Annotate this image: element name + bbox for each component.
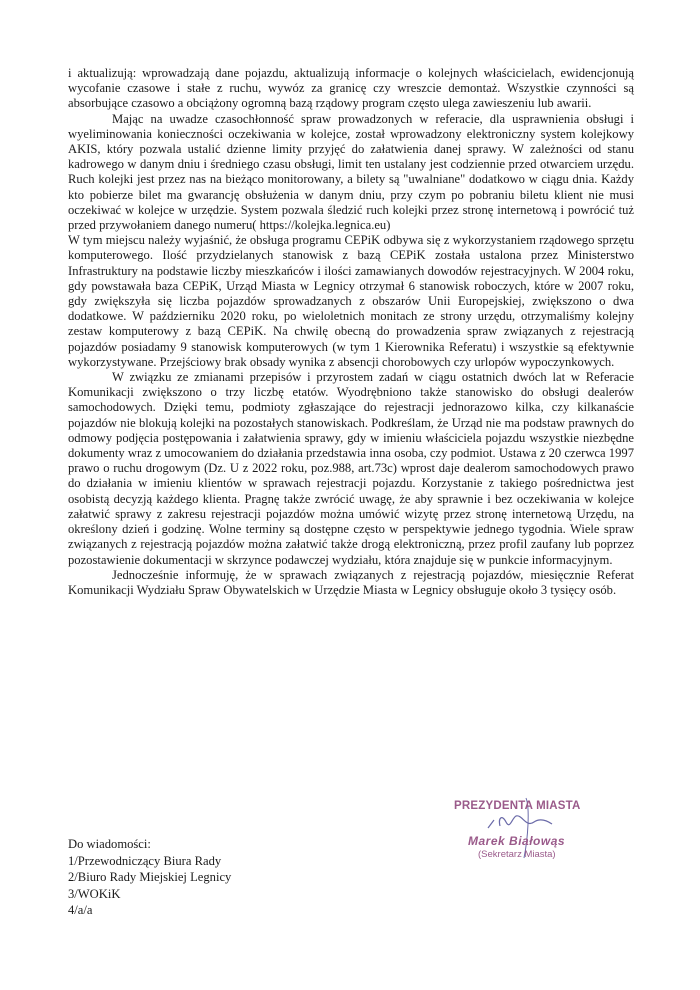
distribution-recipient: 1/Przewodniczący Biura Rady: [68, 853, 222, 868]
distribution-list: [68, 836, 231, 919]
paragraph-continuation: i aktualizują: wprowadzają dane pojazdu, aktualizują informacje o kolejnych właścicielach, ewidencjonują wycofanie czasowe i stałe z ruchu, wywóz za granicę czy wreszcie demontaż. Wszystkie czynności są absorbujące czasowo a obciążony ogromną bazą rządowy program często ulega zawieszeniu lub awarii.: [68, 66, 634, 111]
signature-title: PREZYDENTA MIASTA: [454, 800, 581, 812]
paragraph-staffing: W związku ze zmianami przepisów i przyrostem zadań w ciągu ostatnich dwóch lat w Referacie Komunikacji zwiększono o trzy liczbę etatów. Wyodrębniono także stanowisko do obsługi dealerów samochodowych. Dzięki temu, podmioty zgłaszające do rejestracji jednorazowo kilka, czy kilkanaście pojazdów nie blokują kolejki na pozostałych stanowiskach. Podkreślam, że Urząd nie ma podstaw prawnych do odmowy podjęcia postępowania i załatwienia sprawy, gdy w imieniu właściciela pojazdu wszystkie niezbędne dokumenty wraz z umocowaniem do działania przedstawia inna osoba, czy podmiot. Ustawa z 20 czerwca 1997 prawo o ruchu drogowym (Dz. U z 2022 roku, poz.988, art.73c) wprost daje dealerom samochodowych prawo do działania w imieniu klientów w sprawach rejestracji pojazdu. Korzystanie z takiego pośrednictwa jest osobistą decyzją każdego klienta. Pragnę także zwrócić uwagę, że aby sprawnie i bez oczekiwania w kolejce załatwić sprawy z zakresu rejestracji pojazdów można umówić wizytę przez stronę internetową Urzędu, na określony dzień i godzinę. Wolne terminy są dostępne często w perspektywie jednego tygodnia. Wiele spraw związanych z rejestracją pojazdów można załatwić także drogą elektroniczną, przez profil zaufany lub poprzez pozostawienie dokumentacji w skrzynce podawczej wydziału, która znajduje się w punkcie informacyjnym.: [68, 370, 634, 567]
signature-name: Marek Białowąs: [468, 834, 566, 848]
distribution-recipient: 3/WOKiK: [68, 886, 121, 901]
paragraph-queue-system: Mając na uwadze czasochłonność spraw prowadzonych w referacie, dla usprawnienia obsługi i wyeliminowania konieczności oczekiwania w kolejce, został wprowadzony elektroniczny system kolejkowy AKIS, który pozwala ustalić dzienne limity przyjęć do załatwienia danej sprawy. W zależności od stanu kadrowego w danym dniu i średniego czasu obsługi, limit ten ustalany jest codziennie przed otwarciem urzędu. Ruch kolejki jest przez nas na bieżąco monitorowany, a bilety są "uwalniane" dodatkowo w ciągu dnia. Każdy kto pobierze bilet ma gwarancję obsłużenia w danym dniu, przy czym po pobraniu biletu klient nie musi oczekiwać w kolejce w urzędzie. System pozwala śledzić ruch kolejki przez stronę internetową i powrócić tuż przed przywołaniem danego numeru( https://kolejka.legnica.eu): [68, 111, 634, 233]
signature-stamp: [430, 778, 620, 868]
signature-role: (Sekretarz Miasta): [478, 849, 556, 860]
distribution-recipient: 4/a/a: [68, 903, 93, 917]
distribution-heading: Do wiadomości:: [68, 837, 151, 851]
paragraph-monthly-volume: Jednocześnie informuję, że w sprawach związanych z rejestracją pojazdów, miesięcznie Referat Komunikacji Wydziału Spraw Obywatelskich w Urzędzie Miasta w Legnicy obsługuje około 3 tysięcy osób.: [68, 567, 634, 597]
distribution-recipient: 2/Biuro Rady Miejskiej Legnicy: [68, 870, 232, 884]
paragraph-cepik: W tym miejscu należy wyjaśnić, że obsługa programu CEPiK odbywa się z wykorzystaniem rządowego sprzętu komputerowego. Ilość przydzielanych stanowisk z bazą CEPiK została ustalona przez Ministerstwo Infrastruktury na podstawie liczby mieszkańców i ilości zamawianych dowodów rejestracyjnych. W 2004 roku, gdy powstawała baza CEPiK, Urząd Miasta w Legnicy otrzymał 6 stanowisk roboczych, które w 2007 roku, gdy zwiększyła się liczba pojazdów sprowadzanych z obszarów Unii Europejskiej, zwiększono o dwa dodatkowe. W październiku 2020 roku, po wieloletnich monitach ze strony urzędu, otrzymaliśmy kolejny zestaw komputerowy z bazą CEPiK. Na chwilę obecną do prowadzenia spraw związanych z rejestracją pojazdów posiadamy 9 stanowisk komputerowych (w tym 1 Kierownika Referatu) i wszystkie są efektywnie wykorzystywane. Przejściowy brak obsady wynika z absencji chorobowych czy urlopów wypoczynkowych.: [68, 233, 634, 369]
letter-body: [68, 66, 634, 598]
